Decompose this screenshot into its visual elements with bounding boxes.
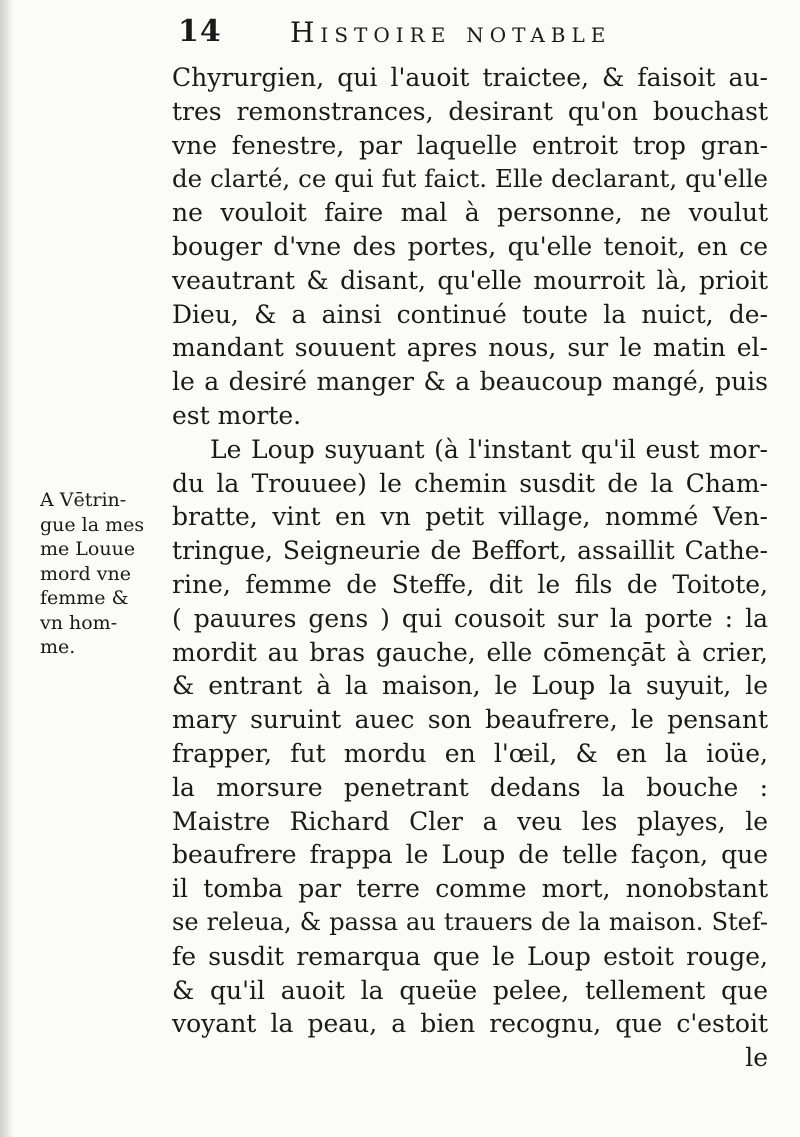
text-line: tres remonstrances, desirant qu'on bouchast bbox=[172, 96, 768, 126]
margin-note-line: me. bbox=[40, 636, 76, 658]
margin-note-line: femme & bbox=[40, 587, 129, 609]
text-line: la morsure penetrant dedans la bouche : bbox=[172, 772, 768, 802]
text-line: Chyrurgien, qui l'auoit traictee, & faisoit au- bbox=[172, 63, 768, 92]
text-line: le a desiré manger & a beaucoup mangé, puis bbox=[172, 367, 768, 397]
running-head bbox=[178, 14, 768, 54]
margin-note-line: vn hom- bbox=[40, 611, 118, 634]
text-line: mary suruint auec son beaufrere, le pensant bbox=[172, 705, 768, 735]
gutter-shadow bbox=[0, 0, 14, 1137]
text-line: mordit au bras gauche, elle cōmençāt à crier, bbox=[172, 637, 768, 667]
page-number: 14 bbox=[178, 14, 222, 49]
text-line: vne fenestre, par laquelle entroit trop gran- bbox=[172, 130, 768, 160]
running-title: Histoire notable bbox=[290, 16, 612, 49]
text-line: Dieu, & a ainsi continué toute la nuict, de- bbox=[172, 299, 768, 329]
margin-note-line: me Louue bbox=[40, 538, 136, 560]
text-line: ne vouloit faire mal à personne, ne voulut bbox=[172, 198, 768, 228]
text-line: & entrant à la maison, le Loup la suyuit, le bbox=[172, 671, 768, 701]
margin-note-line: A Vētrin- bbox=[40, 489, 127, 511]
margin-note-line: mord vne bbox=[40, 562, 131, 585]
text-line: Maistre Richard Cler a veu les playes, le bbox=[172, 806, 768, 836]
text-line: il tomba par terre comme mort, nonobstant bbox=[172, 874, 768, 904]
text-line: du la Trouuee) le chemin susdit de la Cham- bbox=[172, 468, 768, 498]
text-line: se releua, & passa au trauers de la maison. Stef- bbox=[172, 907, 768, 936]
text-line: veautrant & disant, qu'elle mourroit là, prioit bbox=[172, 265, 768, 295]
text-line: & qu'il auoit la queüe pelee, tellement que bbox=[172, 975, 768, 1005]
text-line: Le Loup suyuant (à l'instant qu'il eust mor- bbox=[210, 434, 768, 464]
body-text bbox=[172, 61, 768, 1075]
text-line: mandant souuent apres nous, sur le matin el- bbox=[172, 333, 768, 363]
text-line: rine, femme de Steffe, dit le fils de Toitote, bbox=[172, 569, 768, 599]
text-line: de clarté, ce qui fut faict. Elle declarant, qu'elle bbox=[172, 164, 768, 194]
text-line: fe susdit remarqua que le Loup estoit rouge, bbox=[172, 941, 768, 971]
text-line: beaufrere frappa le Loup de telle façon, que bbox=[172, 840, 768, 870]
text-line: bratte, vint en vn petit village, nommé Ven- bbox=[172, 502, 768, 532]
text-line: bouger d'vne des portes, qu'elle tenoit, en ce bbox=[172, 231, 768, 261]
text-line: frapper, fut mordu en l'œil, & en la ioüe, bbox=[172, 738, 768, 768]
catchword: le bbox=[745, 1043, 768, 1073]
text-line: tringue, Seigneurie de Beffort, assaillit Cathe- bbox=[172, 536, 768, 566]
margin-note bbox=[40, 488, 168, 660]
text-line: ( pauures gens ) qui cousoit sur la porte : la bbox=[172, 603, 768, 633]
text-line: est morte. bbox=[172, 400, 302, 430]
margin-note-line: gue la mes bbox=[40, 513, 145, 536]
text-line: voyant la peau, a bien recognu, que c'estoit bbox=[172, 1009, 768, 1039]
